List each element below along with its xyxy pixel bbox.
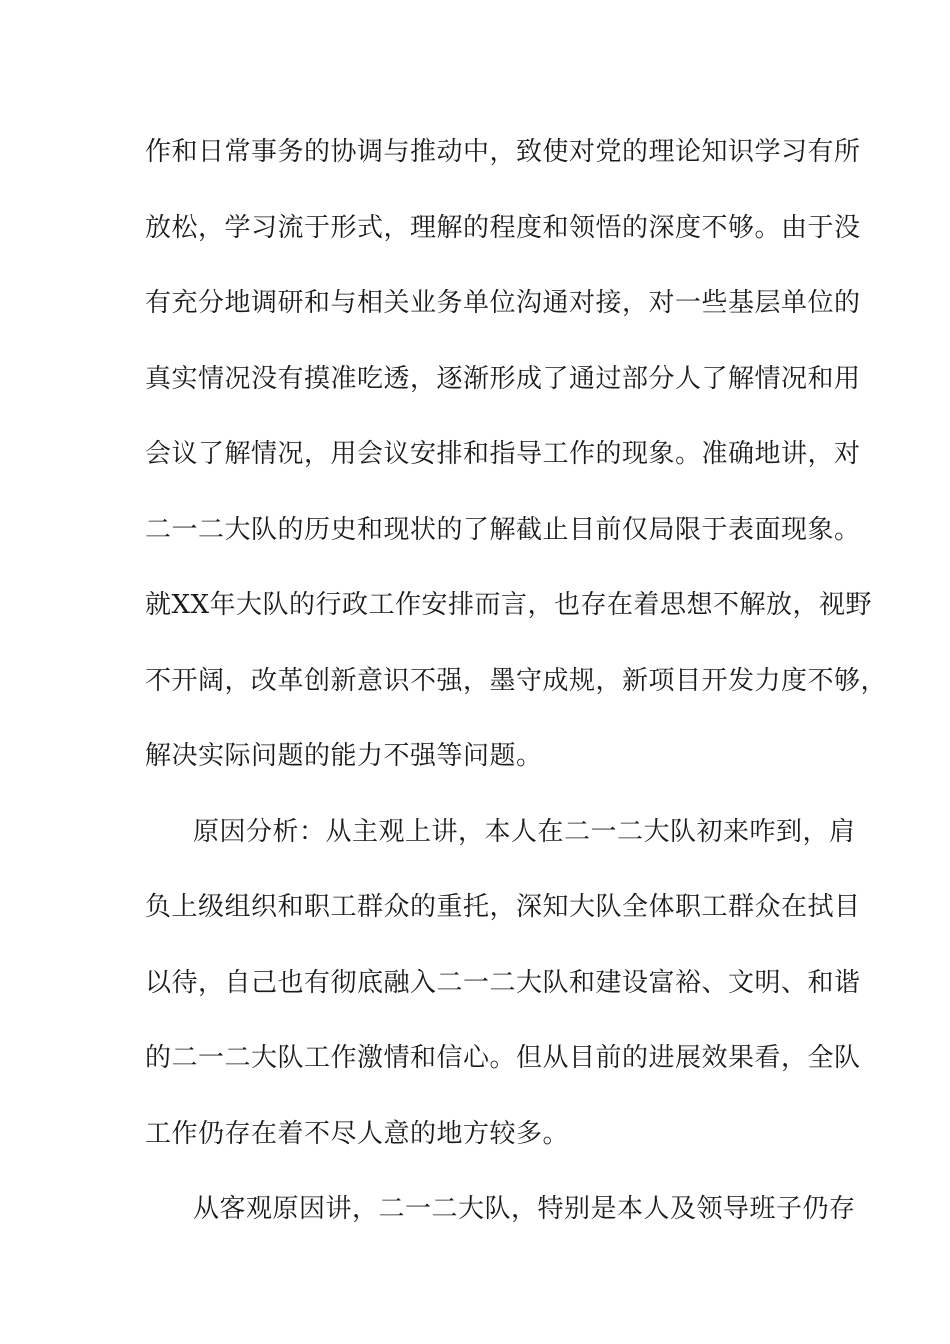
text-line: 真实情况没有摸准吃透，逐渐形成了通过部分人了解情况和用 — [145, 363, 861, 394]
text-line: 放松，学习流于形式，理解的程度和领悟的深度不够。由于没 — [145, 212, 861, 243]
document-body — [145, 126, 888, 1259]
text-line: 以待，自己也有彻底融入二一二大队和建设富裕、文明、和谐 — [145, 967, 861, 998]
paragraph-start-line: 从客观原因讲，二一二大队，特别是本人及领导班子仍存 — [193, 1194, 856, 1224]
text-line: 有充分地调研和与相关业务单位沟通对接，对一些基层单位的 — [145, 288, 861, 318]
text-line: 的二一二大队工作激情和信心。但从目前的进展效果看，全队 — [145, 1043, 861, 1073]
paragraph-start-line: 原因分析：从主观上讲，本人在二一二大队初来咋到，肩 — [193, 816, 856, 847]
text-line: 不开阔，改革创新意识不强，墨守成规，新项目开发力度不够， — [145, 665, 888, 696]
text-line: 工作仍存在着不尽人意的地方较多。 — [145, 1118, 570, 1149]
text-line: 二一二大队的历史和现状的了解截止目前仅局限于表面现象。 — [145, 514, 861, 545]
text-line: 就XX年大队的行政工作安排而言，也存在着思想不解放，视野 — [145, 590, 873, 620]
text-line: 会议了解情况，用会议安排和指导工作的现象。准确地讲，对 — [145, 439, 861, 469]
text-line: 负上级组织和职工群众的重托，深知大队全体职工群众在拭目 — [145, 892, 861, 922]
text-line: 作和日常事务的协调与推动中，致使对党的理论知识学习有所 — [145, 137, 861, 167]
text-line: 解决实际问题的能力不强等问题。 — [145, 741, 543, 771]
